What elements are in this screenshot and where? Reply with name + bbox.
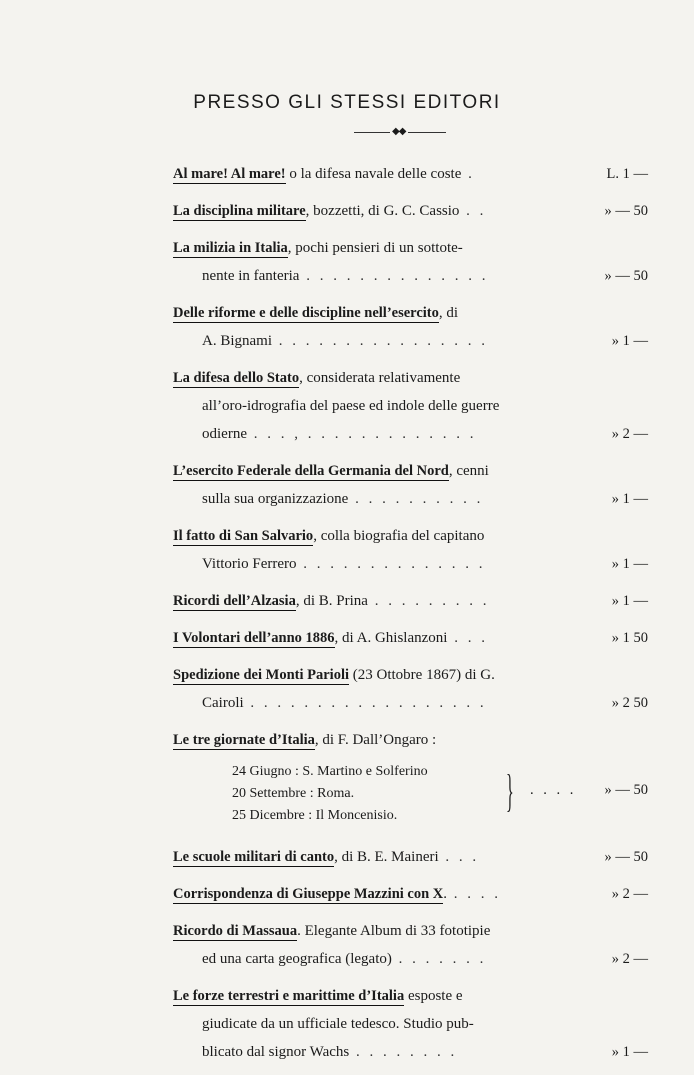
entry-title: Le tre giornate d’Italia [173, 732, 315, 748]
entry-continuation-line [0, 945, 694, 973]
entry-continuation-line [0, 262, 694, 290]
dot-leader: . . . . [447, 886, 502, 902]
entry-price: » 1 — [611, 333, 648, 349]
entry-price: » — 50 [604, 782, 648, 798]
entry-title: La disciplina militare [173, 203, 306, 219]
entry-description: (23 Ottobre 1867) di G. [349, 667, 495, 683]
entry-line [0, 917, 694, 945]
catalog-entry [0, 661, 694, 726]
entry-price: » 1 — [611, 491, 648, 507]
entry-line [0, 234, 694, 262]
entry-line [0, 197, 694, 225]
entry-title: Spedizione dei Monti Parioli [173, 667, 350, 683]
entry-line [0, 880, 694, 908]
entry-description: , di F. Dall’Ongaro : [314, 732, 437, 748]
entry-price: » 2 50 [611, 695, 648, 711]
dot-leader: . . . [438, 849, 480, 865]
entry-price: » 2 — [611, 426, 648, 442]
entry-sublist [0, 754, 694, 834]
catalog-entry [0, 197, 694, 234]
entry-price: » 1 50 [611, 630, 648, 646]
entry-description: all’oro-idrografia del paese ed indole delle guerre [202, 398, 500, 414]
entry-description: , di [438, 305, 459, 321]
catalog-entry [0, 299, 694, 364]
catalog-entry [0, 364, 694, 457]
entry-description: , pochi pensieri di un sottote- [287, 240, 463, 256]
entry-description: Vittorio Ferrero [202, 556, 297, 572]
entry-description: , di A. Ghislanzoni [334, 630, 448, 646]
entry-line [0, 457, 694, 485]
entry-price: » 2 — [611, 886, 648, 902]
catalog-entry [0, 234, 694, 299]
entry-description: , considerata relativamente [299, 370, 461, 386]
entry-price: » — 50 [604, 849, 648, 865]
entry-line [0, 624, 694, 652]
entry-price: » 1 — [611, 593, 648, 609]
entry-description: Cairoli [202, 695, 244, 711]
entry-continuation-line [0, 550, 694, 578]
entry-description: , cenni [448, 463, 489, 479]
entry-title: Corrispondenza di Giuseppe Mazzini con X [173, 886, 444, 902]
catalog-entry [0, 522, 694, 587]
entry-description: giudicate da un ufficiale tedesco. Studio pub- [202, 1016, 474, 1032]
entry-title: Le forze terrestri e marittime d’Italia [173, 988, 405, 1004]
sublist-item: 24 Giugno : S. Martino e Solferino [232, 764, 428, 779]
entry-line [0, 522, 694, 550]
entry-title: Ricordo di Massaua [173, 923, 298, 939]
brace-symbol: } [506, 765, 514, 816]
entry-line [0, 982, 694, 1010]
entry-title: Il fatto di San Salvario [173, 528, 314, 544]
catalog-entry [0, 726, 694, 843]
entry-line [0, 843, 694, 871]
entry-description: blicato dal signor Wachs [202, 1044, 350, 1060]
entry-continuation-line [0, 1038, 694, 1066]
entry-line [0, 726, 694, 754]
entry-continuation-line [0, 1010, 694, 1038]
page-heading: PRESSO GLI STESSI EDITORI [193, 92, 501, 113]
catalog-entry [0, 587, 694, 624]
entry-price: » — 50 [604, 203, 648, 219]
heading-ornament: ◆◆ [354, 127, 446, 137]
entry-title: I Volontari dell’anno 1886 [173, 630, 335, 646]
entry-title: La milizia in Italia [173, 240, 288, 256]
dot-leader: . [461, 166, 475, 182]
entry-continuation-line [0, 327, 694, 355]
entry-description: sulla sua organizzazione [202, 491, 349, 507]
entry-title: Al mare! Al mare! [173, 166, 286, 182]
entry-title: L’esercito Federale della Germania del Nord [173, 463, 449, 479]
entry-description: A. Bignami [202, 333, 272, 349]
entry-description: esposte e [404, 988, 463, 1004]
entry-title: Delle riforme e delle discipline nell’esercito [173, 305, 439, 321]
dot-leader: . . . . . . . . . . . . . . . . . . [243, 695, 487, 711]
entry-description: . [443, 886, 448, 902]
entry-continuation-line [0, 485, 694, 513]
dot-leader: . . . . . . . [391, 951, 487, 967]
dot-leader: . . . . . . . . . . . . . . [296, 556, 486, 572]
entry-continuation-line [0, 420, 694, 448]
entry-line [0, 160, 694, 188]
entry-line [0, 299, 694, 327]
catalog-entry [0, 160, 694, 197]
entry-description: odierne [202, 426, 247, 442]
sublist-item: 20 Settembre : Roma. [232, 786, 355, 801]
catalog-entry [0, 843, 694, 880]
entry-description: o la difesa navale delle coste [285, 166, 462, 182]
catalog-entry [0, 880, 694, 917]
entry-description: , di B. E. Maineri [334, 849, 439, 865]
catalog-entry [0, 982, 694, 1075]
entry-description: , di B. Prina [295, 593, 368, 609]
catalog-entry [0, 457, 694, 522]
entry-line [0, 661, 694, 689]
entry-description: ed una carta geografica (legato) [202, 951, 392, 967]
entry-price: » 1 — [611, 556, 648, 572]
dot-leader: . . . . [530, 782, 577, 798]
dot-leader: . . . . . . . . . . [348, 491, 484, 507]
entry-line [0, 587, 694, 615]
dot-leader: . . . . . . . . [349, 1044, 458, 1060]
entry-description: . Elegante Album di 33 fototipie [297, 923, 491, 939]
entry-price: » — 50 [604, 268, 648, 284]
entry-title: Ricordi dell’Alzasia [173, 593, 296, 609]
entry-description: , bozzetti, di G. C. Cassio [305, 203, 460, 219]
entry-description: , colla biografia del capitano [313, 528, 485, 544]
catalog-entry [0, 624, 694, 661]
entry-continuation-line [0, 689, 694, 717]
entry-price: » 2 — [611, 951, 648, 967]
dot-leader: . . [459, 203, 487, 219]
catalog-entry [0, 917, 694, 982]
dot-leader: . . . [447, 630, 488, 646]
entry-line [0, 364, 694, 392]
publication-list [0, 160, 694, 1075]
entry-continuation-line [0, 392, 694, 420]
dot-leader: . . . . . . . . . . . . . . [299, 268, 489, 284]
dot-leader: . . . . . . . . . [367, 593, 490, 609]
entry-description: nente in fanteria [202, 268, 300, 284]
entry-price: » 1 — [611, 1044, 648, 1060]
entry-price: L. 1 — [606, 166, 648, 182]
dot-leader: . . . , . . . . . . . . . . . . . [246, 426, 477, 442]
sublist-item: 25 Dicembre : Il Moncenisio. [232, 808, 398, 823]
dot-leader: . . . . . . . . . . . . . . . . [272, 333, 488, 349]
entry-title: Le scuole militari di canto [173, 849, 335, 865]
entry-title: La difesa dello Stato [173, 370, 300, 386]
